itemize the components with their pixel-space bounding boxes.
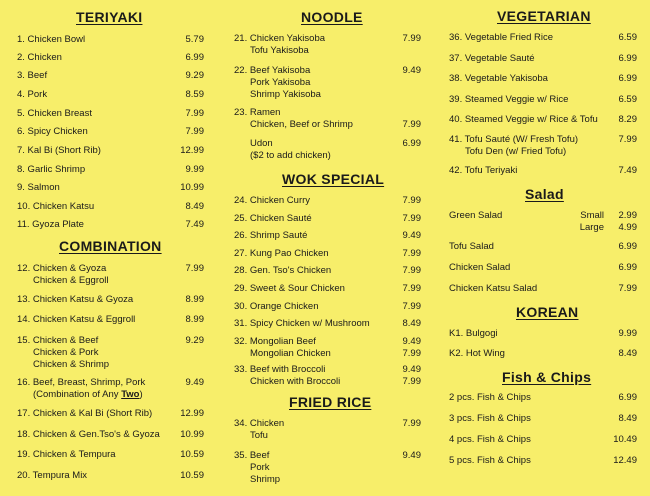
item-price: 7.49 — [185, 219, 204, 230]
item-name: 30. Orange Chicken — [234, 301, 319, 312]
item-name: 3. Beef — [17, 70, 48, 81]
item-name-line2: Chicken with Broccoli — [250, 376, 341, 387]
item-price: 7.99 — [185, 263, 204, 274]
item-name: 11. Gyoza Plate — [17, 219, 84, 230]
item-name: 24. Chicken Curry — [234, 195, 311, 206]
section-title-noodle: NOODLE — [301, 9, 363, 25]
item-name: 2 pcs. Fish & Chips — [449, 392, 531, 403]
item-price: 6.59 — [618, 32, 637, 43]
item-price: 10.99 — [180, 429, 204, 440]
item-name: 34. Chicken — [234, 418, 285, 429]
item-name: 42. Tofu Teriyaki — [449, 165, 518, 176]
section-title-teriyaki: TERIYAKI — [76, 9, 143, 25]
item-name: 17. Chicken & Kal Bi (Short Rib) — [17, 408, 153, 419]
item-name: K1. Bulgogi — [449, 328, 498, 339]
item-price: 7.99 — [402, 33, 421, 44]
item-price: 9.49 — [402, 364, 421, 375]
section-title-fried-rice: FRIED RICE — [289, 394, 372, 410]
section-title-korean: KOREAN — [516, 304, 579, 320]
item-price: 9.99 — [185, 164, 204, 175]
item-name-line3: Shrimp Yakisoba — [250, 89, 321, 100]
item-name: 14. Chicken Katsu & Eggroll — [17, 314, 136, 325]
item-price: 8.29 — [618, 114, 637, 125]
item-name: 32. Mongolian Beef — [234, 336, 316, 347]
item-name: 26. Shrimp Sauté — [234, 230, 308, 241]
item-price: 8.49 — [618, 413, 637, 424]
item-price: 10.49 — [613, 434, 637, 445]
item-price: 8.49 — [402, 318, 421, 329]
item-name: 28. Gen. Tso's Chicken — [234, 265, 332, 276]
item-name: 33. Beef with Broccoli — [234, 364, 326, 375]
item-price-large: 4.99 — [618, 222, 637, 233]
item-price-small: 2.99 — [618, 210, 637, 221]
item-name-line3: Shrimp — [250, 474, 281, 485]
section-title-salad: Salad — [525, 186, 564, 202]
item-price: 6.99 — [402, 138, 421, 149]
item-name: K2. Hot Wing — [449, 348, 505, 359]
item-name: 13. Chicken Katsu & Gyoza — [17, 294, 134, 305]
item-name-line2: Chicken & Eggroll — [33, 275, 109, 286]
item-name: 12. Chicken & Gyoza — [17, 263, 107, 274]
item-name-line2: ($2 to add chicken) — [250, 150, 331, 161]
item-price: 6.99 — [618, 53, 637, 64]
item-name: 22. Beef Yakisoba — [234, 65, 311, 76]
item-price: 12.49 — [613, 455, 637, 466]
item-name-line2: Tofu Den (w/ Fried Tofu) — [465, 146, 567, 157]
item-price: 9.29 — [185, 335, 204, 346]
item-name: 4 pcs. Fish & Chips — [449, 434, 531, 445]
item-name: 31. Spicy Chicken w/ Mushroom — [234, 318, 370, 329]
item-price: 7.99 — [402, 248, 421, 259]
item-price: 7.99 — [402, 283, 421, 294]
item-price: 7.49 — [618, 165, 637, 176]
item-name-line2: Tofu Yakisoba — [250, 45, 309, 56]
item-price: 8.99 — [185, 294, 204, 305]
item-name: 4. Pork — [17, 89, 48, 100]
item-name: 27. Kung Pao Chicken — [234, 248, 329, 259]
item-price: 7.99 — [618, 134, 637, 145]
section-title-wok-special: WOK SPECIAL — [282, 171, 385, 187]
item-price: 6.99 — [618, 262, 637, 273]
item-name: 20. Tempura Mix — [17, 470, 88, 481]
item-name: 25. Chicken Sauté — [234, 213, 312, 224]
item-price-2: 7.99 — [402, 376, 421, 387]
item-price: 9.49 — [402, 230, 421, 241]
item-name-line2-end: ) — [139, 389, 143, 400]
item-price: 8.49 — [618, 348, 637, 359]
item-name: 10. Chicken Katsu — [17, 201, 95, 212]
item-name: Chicken Katsu Salad — [449, 283, 538, 294]
item-name: 3 pcs. Fish & Chips — [449, 413, 531, 424]
item-name-line2: Mongolian Chicken — [250, 348, 331, 359]
item-name: 29. Sweet & Sour Chicken — [234, 283, 345, 294]
item-price: 12.99 — [180, 145, 204, 156]
item-name: Udon — [250, 138, 273, 149]
item-name-line2: Pork Yakisoba — [250, 77, 311, 88]
item-name: 8. Garlic Shrimp — [17, 164, 86, 175]
item-name: 36. Vegetable Fried Rice — [449, 32, 554, 43]
item-price: 8.99 — [185, 314, 204, 325]
section-title-fish-and-chips: Fish & Chips — [502, 369, 592, 385]
item-price: 7.99 — [402, 301, 421, 312]
item-price: 6.99 — [618, 73, 637, 84]
item-price: 7.99 — [402, 418, 421, 429]
item-price: 12.99 — [180, 408, 204, 419]
item-price: 7.99 — [402, 195, 421, 206]
item-price: 7.99 — [185, 126, 204, 137]
item-name: 7. Kal Bi (Short Rib) — [17, 145, 101, 156]
item-name: 41. Tofu Sauté (W/ Fresh Tofu) — [449, 134, 579, 145]
item-name: 38. Vegetable Yakisoba — [449, 73, 548, 84]
item-price: 9.49 — [402, 336, 421, 347]
size-label-large: Large — [579, 222, 604, 233]
item-price: 8.59 — [185, 89, 204, 100]
item-name: Chicken Salad — [449, 262, 511, 273]
item-price: 9.49 — [402, 65, 421, 76]
item-name: Green Salad — [449, 210, 503, 221]
item-price: 7.99 — [402, 119, 421, 130]
item-name: 16. Beef, Breast, Shrimp, Pork — [17, 377, 146, 388]
item-price: 6.99 — [618, 392, 637, 403]
item-price: 9.49 — [185, 377, 204, 388]
item-name: 9. Salmon — [17, 182, 60, 193]
section-title-vegetarian: VEGETARIAN — [497, 8, 591, 24]
item-name-emphasis: Two — [121, 389, 140, 400]
item-price: 6.99 — [185, 52, 204, 63]
item-name-line2: Chicken, Beef or Shrimp — [250, 119, 353, 130]
item-name: 21. Chicken Yakisoba — [234, 33, 326, 44]
item-price: 9.99 — [618, 328, 637, 339]
size-label-small: Small — [580, 210, 604, 221]
item-price: 7.99 — [402, 265, 421, 276]
item-price: 6.99 — [618, 241, 637, 252]
item-name: 1. Chicken Bowl — [17, 34, 86, 45]
item-price: 7.99 — [185, 108, 204, 119]
item-price: 9.49 — [402, 450, 421, 461]
item-price: 10.99 — [180, 182, 204, 193]
item-name: 5 pcs. Fish & Chips — [449, 455, 531, 466]
item-name: 15. Chicken & Beef — [17, 335, 99, 346]
item-name: 2. Chicken — [17, 52, 62, 63]
item-name: 6. Spicy Chicken — [17, 126, 88, 137]
item-name-line2: (Combination of Any — [33, 389, 122, 400]
item-price: 5.79 — [185, 34, 204, 45]
item-name: Tofu Salad — [449, 241, 494, 252]
item-price-2: 7.99 — [402, 348, 421, 359]
item-name: 5. Chicken Breast — [17, 108, 92, 119]
section-title-combination: COMBINATION — [59, 238, 162, 254]
item-price: 7.99 — [618, 283, 637, 294]
item-price: 10.59 — [180, 470, 204, 481]
item-name: 18. Chicken & Gen.Tso's & Gyoza — [17, 429, 160, 440]
item-name: 40. Steamed Veggie w/ Rice & Tofu — [449, 114, 598, 125]
item-name: 19. Chicken & Tempura — [17, 449, 116, 460]
item-price: 6.59 — [618, 94, 637, 105]
item-price: 10.59 — [180, 449, 204, 460]
item-name-line3: Chicken & Shrimp — [33, 359, 110, 370]
item-price: 7.99 — [402, 213, 421, 224]
item-name-line2: Chicken & Pork — [33, 347, 99, 358]
item-name: 23. Ramen — [234, 107, 281, 118]
item-name-line2: Tofu — [250, 430, 268, 441]
item-name: 39. Steamed Veggie w/ Rice — [449, 94, 569, 105]
item-name: 37. Vegetable Sauté — [449, 53, 535, 64]
item-price: 8.49 — [185, 201, 204, 212]
item-price: 9.29 — [185, 70, 204, 81]
item-name: 35. Beef — [234, 450, 270, 461]
item-name-line2: Pork — [250, 462, 270, 473]
